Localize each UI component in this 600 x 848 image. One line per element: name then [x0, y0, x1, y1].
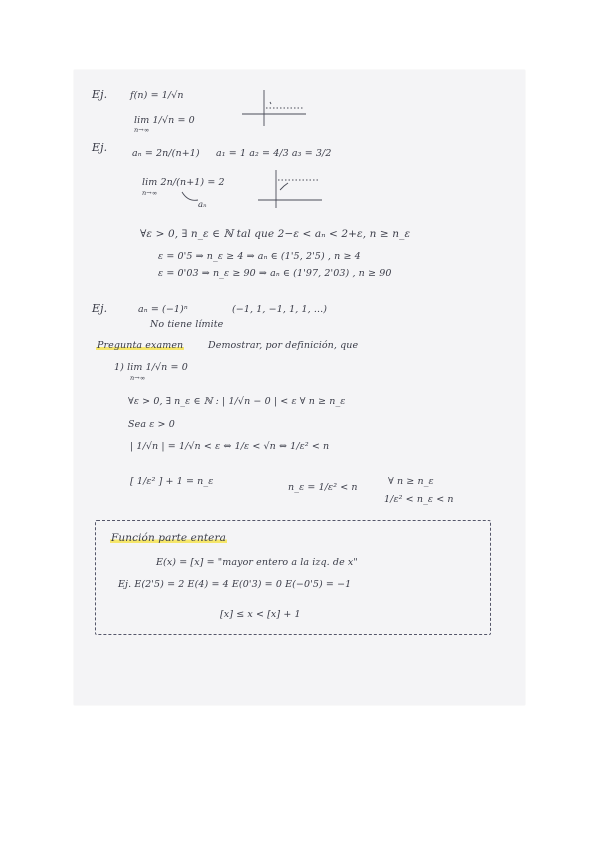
ej2-label: Ej. [92, 141, 108, 154]
exam-heading-text: Pregunta examen [97, 340, 184, 351]
ej2-definition: ∀ε > 0, ∃ n_ε ∈ ℕ tal que 2−ε < aₙ < 2+ε, n ≥ n_ε [140, 228, 411, 240]
ej2-line2: ε = 0'03 ⇒ n_ε ≥ 90 ⇒ aₙ ∈ (1'97, 2'03) , n ≥ 90 [158, 268, 392, 279]
box-definition: E(x) = [x] = "mayor entero a la izq. de x" [156, 557, 358, 568]
ej2-terms: a₁ = 1 a₂ = 4/3 a₃ = 3/2 [216, 148, 332, 159]
box-inequality: [x] ≤ x < [x] + 1 [220, 609, 301, 620]
exam-definition: ∀ε > 0, ∃ n_ε ∈ ℕ : | 1/√n − 0 | < ε ∀ n ≥ n_ε [128, 396, 346, 407]
exam-prompt: Demostrar, por definición, que [208, 340, 359, 351]
exam-heading [96, 340, 184, 351]
ej2-line1: ε = 0'5 ⇒ n_ε ≥ 4 ⇒ aₙ ∈ (1'5, 2'5) , n ≥ 4 [158, 251, 361, 262]
ej1-label: Ej. [92, 88, 108, 101]
ej3-label: Ej. [92, 302, 108, 315]
box-heading [110, 532, 227, 544]
exam-sea: Sea ε > 0 [128, 419, 175, 430]
exam-floor: [ 1/ε² ] + 1 = n_ε [130, 476, 214, 487]
exam-n-eps: n_ε = 1/ε² < n [288, 482, 358, 493]
ej2-arrow-label: aₙ [198, 200, 207, 210]
ej2-limit-sub: n→∞ [142, 189, 158, 197]
ej2-sequence: aₙ = 2n/(n+1) [132, 148, 200, 159]
ej1-limit: lim 1/√n = 0 [134, 115, 195, 126]
ej2-arrow [180, 190, 202, 204]
ej2-limit: lim 2n/(n+1) = 2 [142, 177, 225, 188]
box-example: Ej. E(2'5) = 2 E(4) = 4 E(0'3) = 0 E(−0'5) = −1 [118, 579, 352, 590]
exam-forall2: 1/ε² < n_ε < n [384, 494, 454, 505]
exam-forall: ∀ n ≥ n_ε [388, 476, 434, 487]
box-heading-text: Función parte entera [111, 532, 226, 544]
ej1-limit-sub: n→∞ [134, 126, 150, 134]
ej1-graph [240, 88, 310, 128]
exam-inequality: | 1/√n | = 1/√n < ε ⇔ 1/ε < √n ⇔ 1/ε² < n [130, 441, 330, 452]
exam-item: 1) lim 1/√n = 0 [114, 362, 188, 373]
ej3-sequence: aₙ = (−1)ⁿ [138, 304, 188, 315]
ej2-graph [256, 168, 326, 210]
exam-item-sub: n→∞ [130, 374, 146, 382]
ej3-terms: (−1, 1, −1, 1, 1, ...) [232, 304, 328, 315]
ej1-function: f(n) = 1/√n [130, 90, 184, 101]
ej3-note: No tiene límite [150, 319, 224, 330]
